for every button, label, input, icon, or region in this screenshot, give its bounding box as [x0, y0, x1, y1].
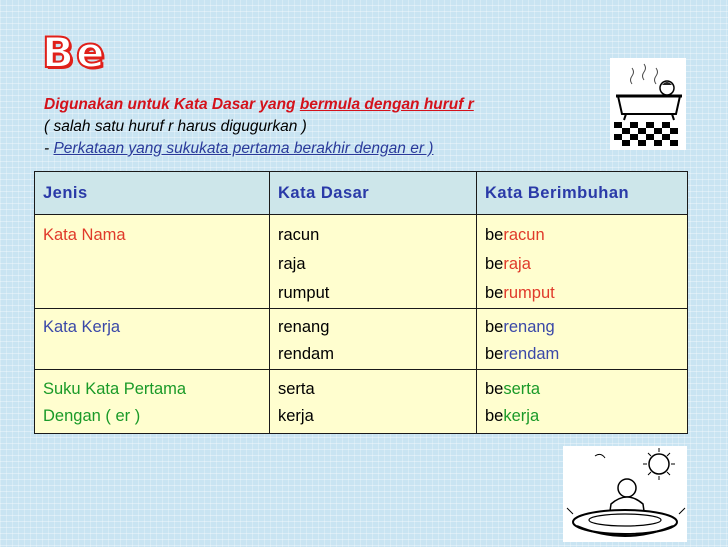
- table-row-kata-nama: [35, 215, 688, 309]
- prefix-be: be: [485, 345, 504, 363]
- kata-berimbuhan-word: [485, 403, 679, 430]
- prefix-be: be: [485, 318, 504, 336]
- root-word: serta: [503, 380, 541, 398]
- jenis-label: Dengan ( er ): [43, 407, 141, 425]
- prefix-be: be: [485, 407, 504, 425]
- kata-dasar-word: kerja: [278, 407, 314, 425]
- intro-line-3-dash: -: [44, 140, 54, 157]
- kata-dasar-word: racun: [278, 226, 320, 244]
- cell-kata-berimbuhan: [477, 215, 688, 309]
- kata-berimbuhan-word: [485, 341, 679, 368]
- table-header-row: [35, 172, 688, 215]
- cell-kata-dasar: [270, 215, 477, 309]
- intro-line-1-emphasis: bermula dengan huruf r: [299, 96, 474, 113]
- intro-text: [44, 94, 474, 160]
- root-word: kerja: [503, 407, 540, 425]
- kata-dasar-word: rumput: [278, 284, 330, 302]
- prefix-be: be: [485, 226, 504, 244]
- kata-dasar-word: renang: [278, 318, 330, 336]
- prefix-be: be: [485, 255, 504, 273]
- cell-kata-dasar: [270, 309, 477, 370]
- intro-line-1: [44, 94, 474, 116]
- imbuhan-table: [34, 171, 688, 434]
- bathtub-cartoon-icon: [610, 58, 686, 150]
- jenis-label: Kata Kerja: [43, 318, 121, 336]
- kata-berimbuhan-word: [485, 314, 679, 341]
- cell-kata-dasar: [270, 370, 477, 434]
- kata-dasar-word: raja: [278, 255, 306, 273]
- header-kata-dasar: Kata Dasar: [270, 172, 477, 215]
- page-title: Be: [42, 28, 107, 77]
- intro-line-3: [44, 138, 474, 160]
- table-row-kata-kerja: [35, 309, 688, 370]
- cell-jenis: [35, 309, 270, 370]
- cell-jenis: [35, 215, 270, 309]
- intro-line-3-link: Perkataan yang sukukata pertama berakhir dengan er ): [53, 140, 434, 157]
- root-word: racun: [503, 226, 545, 244]
- root-word: renang: [503, 318, 555, 336]
- kata-berimbuhan-word: [485, 376, 679, 403]
- header-kata-berimbuhan: Kata Berimbuhan: [477, 172, 688, 215]
- pool-float-cartoon-icon: [563, 446, 687, 542]
- cell-kata-berimbuhan: [477, 370, 688, 434]
- root-word: rendam: [503, 345, 560, 363]
- kata-dasar-word: serta: [278, 380, 315, 398]
- table-row-suku-kata: [35, 370, 688, 434]
- intro-line-1-prefix: Digunakan untuk Kata Dasar yang: [44, 96, 300, 113]
- root-word: rumput: [503, 284, 555, 302]
- jenis-label: Kata Nama: [43, 226, 126, 244]
- kata-dasar-word: rendam: [278, 345, 334, 363]
- cell-kata-berimbuhan: [477, 309, 688, 370]
- jenis-label: Suku Kata Pertama: [43, 380, 187, 398]
- header-jenis: Jenis: [35, 172, 270, 215]
- root-word: raja: [503, 255, 531, 273]
- kata-berimbuhan-word: [485, 279, 679, 308]
- prefix-be: be: [485, 380, 504, 398]
- prefix-be: be: [485, 284, 504, 302]
- cell-jenis: [35, 370, 270, 434]
- kata-berimbuhan-word: [485, 221, 679, 250]
- kata-berimbuhan-word: [485, 250, 679, 279]
- intro-line-2: ( salah satu huruf r harus digugurkan ): [44, 118, 307, 135]
